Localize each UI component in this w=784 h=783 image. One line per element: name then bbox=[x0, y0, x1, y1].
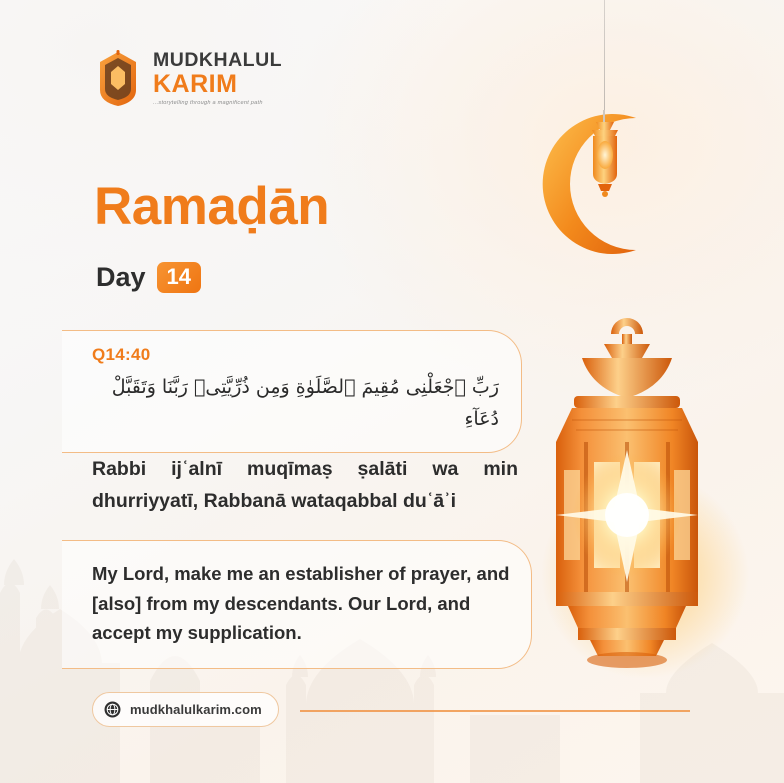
globe-icon bbox=[103, 700, 122, 719]
ramadan-lantern-icon bbox=[512, 310, 742, 700]
day-label: Day bbox=[96, 262, 146, 293]
footer-divider bbox=[300, 710, 690, 712]
verse-transliteration-text: Rabbi ijʿalnī muqīmaṣ ṣalāti wa min dhurriyyatī, Rabbanā wataqabbal duʿāʾi bbox=[92, 458, 518, 512]
verse-translation-text: My Lord, make me an establisher of prayer, and [also] from my descendants. Our Lord, and accept my supplication. bbox=[92, 563, 510, 644]
hanging-lantern-icon bbox=[576, 110, 634, 200]
verse-card bbox=[62, 330, 522, 453]
brand-name-line1: MUDKHALUL bbox=[153, 49, 283, 72]
lamp-hanging-string bbox=[604, 0, 605, 118]
website-url: mudkhalulkarim.com bbox=[130, 702, 262, 717]
transliteration-card bbox=[62, 444, 532, 527]
verse-arabic-text: رَبِّ ٱجْعَلْنِى مُقِيمَ ٱلصَّلَوٰةِ وَمِن ذُرِّيَّتِىۚ رَبَّنَا وَتَقَبَّلْ دُعَآءِ bbox=[111, 376, 499, 431]
translation-card bbox=[62, 540, 532, 669]
brand-name-line2: KARIM bbox=[153, 69, 238, 98]
brand-tagline: ...storytelling through a magnificent path bbox=[153, 99, 263, 106]
page-title: Ramaḍān bbox=[94, 177, 330, 236]
lantern-monogram-icon bbox=[92, 50, 144, 108]
day-indicator bbox=[96, 262, 201, 293]
day-number-badge: 14 bbox=[157, 262, 201, 293]
verse-reference: Q14:40 bbox=[92, 345, 151, 364]
website-pill[interactable] bbox=[92, 692, 279, 727]
brand-logo bbox=[92, 50, 282, 108]
